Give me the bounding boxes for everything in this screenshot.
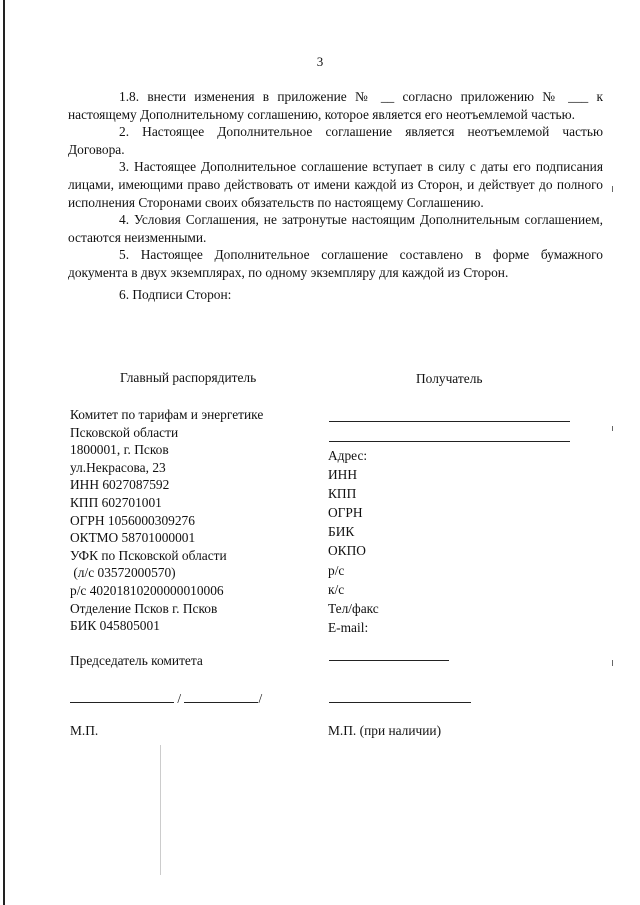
recipient-name-line-2 xyxy=(329,441,570,442)
right-detail-line: КПП xyxy=(328,486,357,502)
left-detail-line: ИНН 6027087592 xyxy=(70,477,170,493)
recipient-signature-line xyxy=(329,702,471,703)
paragraph-1-8: 1.8. внести изменения в приложение № __ согласно приложению № ___ к настоящему Дополнительному соглашению, которое является его неотъемлемой частью. xyxy=(68,89,603,122)
signature-slash: / xyxy=(177,691,182,706)
scan-speck xyxy=(612,426,613,431)
signature-slash: / xyxy=(258,691,263,706)
left-detail-line: (л/с 03572000570) xyxy=(70,565,176,581)
paragraph-5: 5. Настоящее Дополнительное соглашение составлено в форме бумажного документа в двух экземплярах, по одному экземпляру для каждой из Сторон. xyxy=(68,247,603,280)
left-detail-line: БИК 045805001 xyxy=(70,618,160,634)
signer-title: Председатель комитета xyxy=(70,653,203,668)
left-party-heading: Главный распорядитель xyxy=(120,370,257,385)
name-blank xyxy=(184,690,258,703)
left-detail-line: р/с 40201810200000010006 xyxy=(70,582,224,598)
right-seal-label: М.П. (при наличии) xyxy=(328,723,442,738)
agreement-body xyxy=(68,88,603,303)
paragraph-3: 3. Настоящее Дополнительное соглашение вступает в силу с даты его подписания лицами, имеющими право действовать от имени каждой из Сторон, и действует до полного исполнения Сторонами своих обязательств по настоящему Соглашению. xyxy=(68,159,603,210)
paragraph-4: 4. Условия Соглашения, не затронутые настоящим Дополнительным соглашением, остаются неизменными. xyxy=(68,212,603,245)
right-detail-line: Тел/факс xyxy=(328,600,379,616)
left-detail-line: Комитет по тарифам и энергетике xyxy=(70,407,264,422)
scan-speck xyxy=(612,660,613,666)
right-detail-line: р/с xyxy=(328,562,345,578)
page-number: 3 xyxy=(316,54,324,69)
scan-speck xyxy=(612,186,613,192)
right-detail-line: Адрес: xyxy=(328,448,368,463)
right-detail-line: E-mail: xyxy=(328,619,369,635)
left-party-details xyxy=(70,406,263,635)
left-seal-label: М.П. xyxy=(70,723,99,738)
right-party-heading: Получатель xyxy=(416,371,483,386)
left-detail-line: УФК по Псковской области xyxy=(70,547,227,563)
recipient-name-line-1 xyxy=(329,421,570,422)
left-signature-field xyxy=(70,690,262,707)
left-detail-line: Отделение Псков г. Псков xyxy=(70,600,218,616)
scan-edge-line xyxy=(3,0,5,905)
scan-fold-mark xyxy=(160,745,161,875)
signatures-heading: 6. Подписи Сторон: xyxy=(119,286,232,302)
left-detail-line: ОКТМО 58701000001 xyxy=(70,530,196,546)
left-detail-line: ОГРН 1056000309276 xyxy=(70,512,195,528)
right-party-details xyxy=(328,446,379,637)
right-detail-line: ОГРН xyxy=(328,505,363,521)
left-detail-line: КПП 602701001 xyxy=(70,494,162,510)
signature-blank xyxy=(70,690,174,703)
recipient-signer-title-line xyxy=(329,660,449,661)
right-detail-line: ОКПО xyxy=(328,543,366,559)
paragraph-2: 2. Настоящее Дополнительное соглашение является неотъемлемой частью Договора. xyxy=(68,124,603,157)
left-detail-line: Псковской области xyxy=(70,424,179,440)
left-detail-line: 1800001, г. Псков xyxy=(70,442,169,458)
right-detail-line: к/с xyxy=(328,581,345,597)
right-detail-line: БИК xyxy=(328,524,355,540)
left-detail-line: ул.Некрасова, 23 xyxy=(70,459,166,475)
right-detail-line: ИНН xyxy=(328,467,358,483)
